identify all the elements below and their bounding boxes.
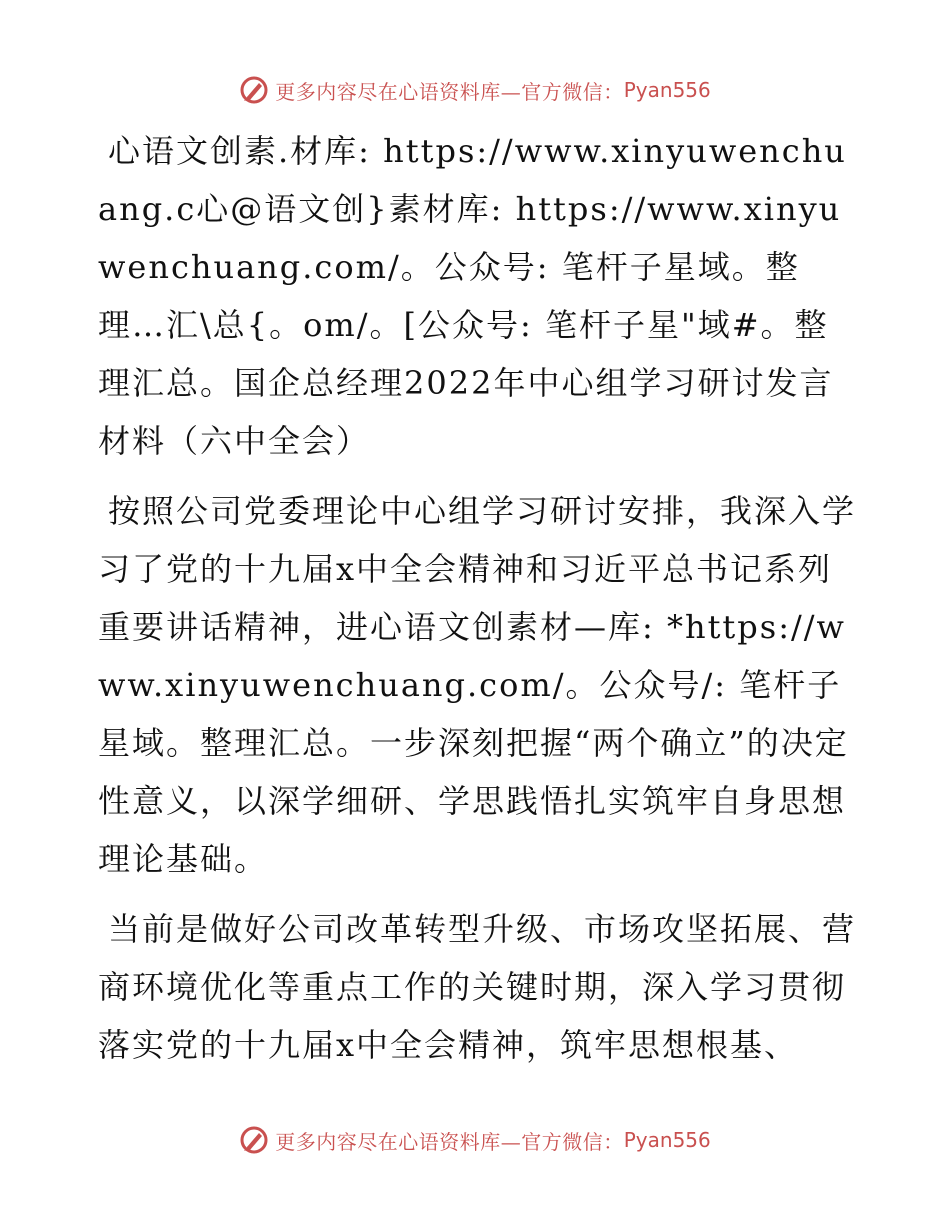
paragraph-current: 当前是做好公司改革转型升级、市场攻坚拓展、营商环境优化等重点工作的关键时期，深入学习贯彻落实党的十九届x中全会精神，筑牢思想根基、 bbox=[98, 910, 857, 1064]
paragraph-intro: 心语文创素.材库: https://www.xinyuwenchuang.c心@语文创}素材库: https://www.xinyuwenchuang.com/。公众号: 笔杆子星域。整理…汇\总{。om/。[公众号: 笔杆子星"域#。整理汇总。国企总经理2022年中心组学习研讨发言材料（六中全会） bbox=[98, 132, 847, 460]
header-wechat-id: Pyan556 bbox=[623, 78, 711, 102]
header-site-text: 更多内容尽在心语资料库—官方微信： bbox=[275, 79, 624, 104]
header-banner bbox=[0, 70, 950, 110]
pen-logo-icon bbox=[239, 1125, 269, 1155]
pen-logo-icon bbox=[239, 75, 269, 105]
document-body bbox=[98, 122, 858, 1086]
footer-banner bbox=[0, 1120, 950, 1160]
footer-wechat-id: Pyan556 bbox=[623, 1128, 711, 1152]
paragraph-study: 按照公司党委理论中心组学习研讨安排，我深入学习了党的十九届x中全会精神和习近平总书记系列重要讲话精神，进心语文创素材—库: *https://www.xinyuwenchuang.com/。公众号/: 笔杆子星域。整理汇总。一步深刻把握“两个确立”的决定性意义，以深学细研、学思践悟扎实筑牢自身思想理论基础。 bbox=[98, 492, 857, 878]
footer-site-text: 更多内容尽在心语资料库—官方微信： bbox=[275, 1129, 624, 1154]
